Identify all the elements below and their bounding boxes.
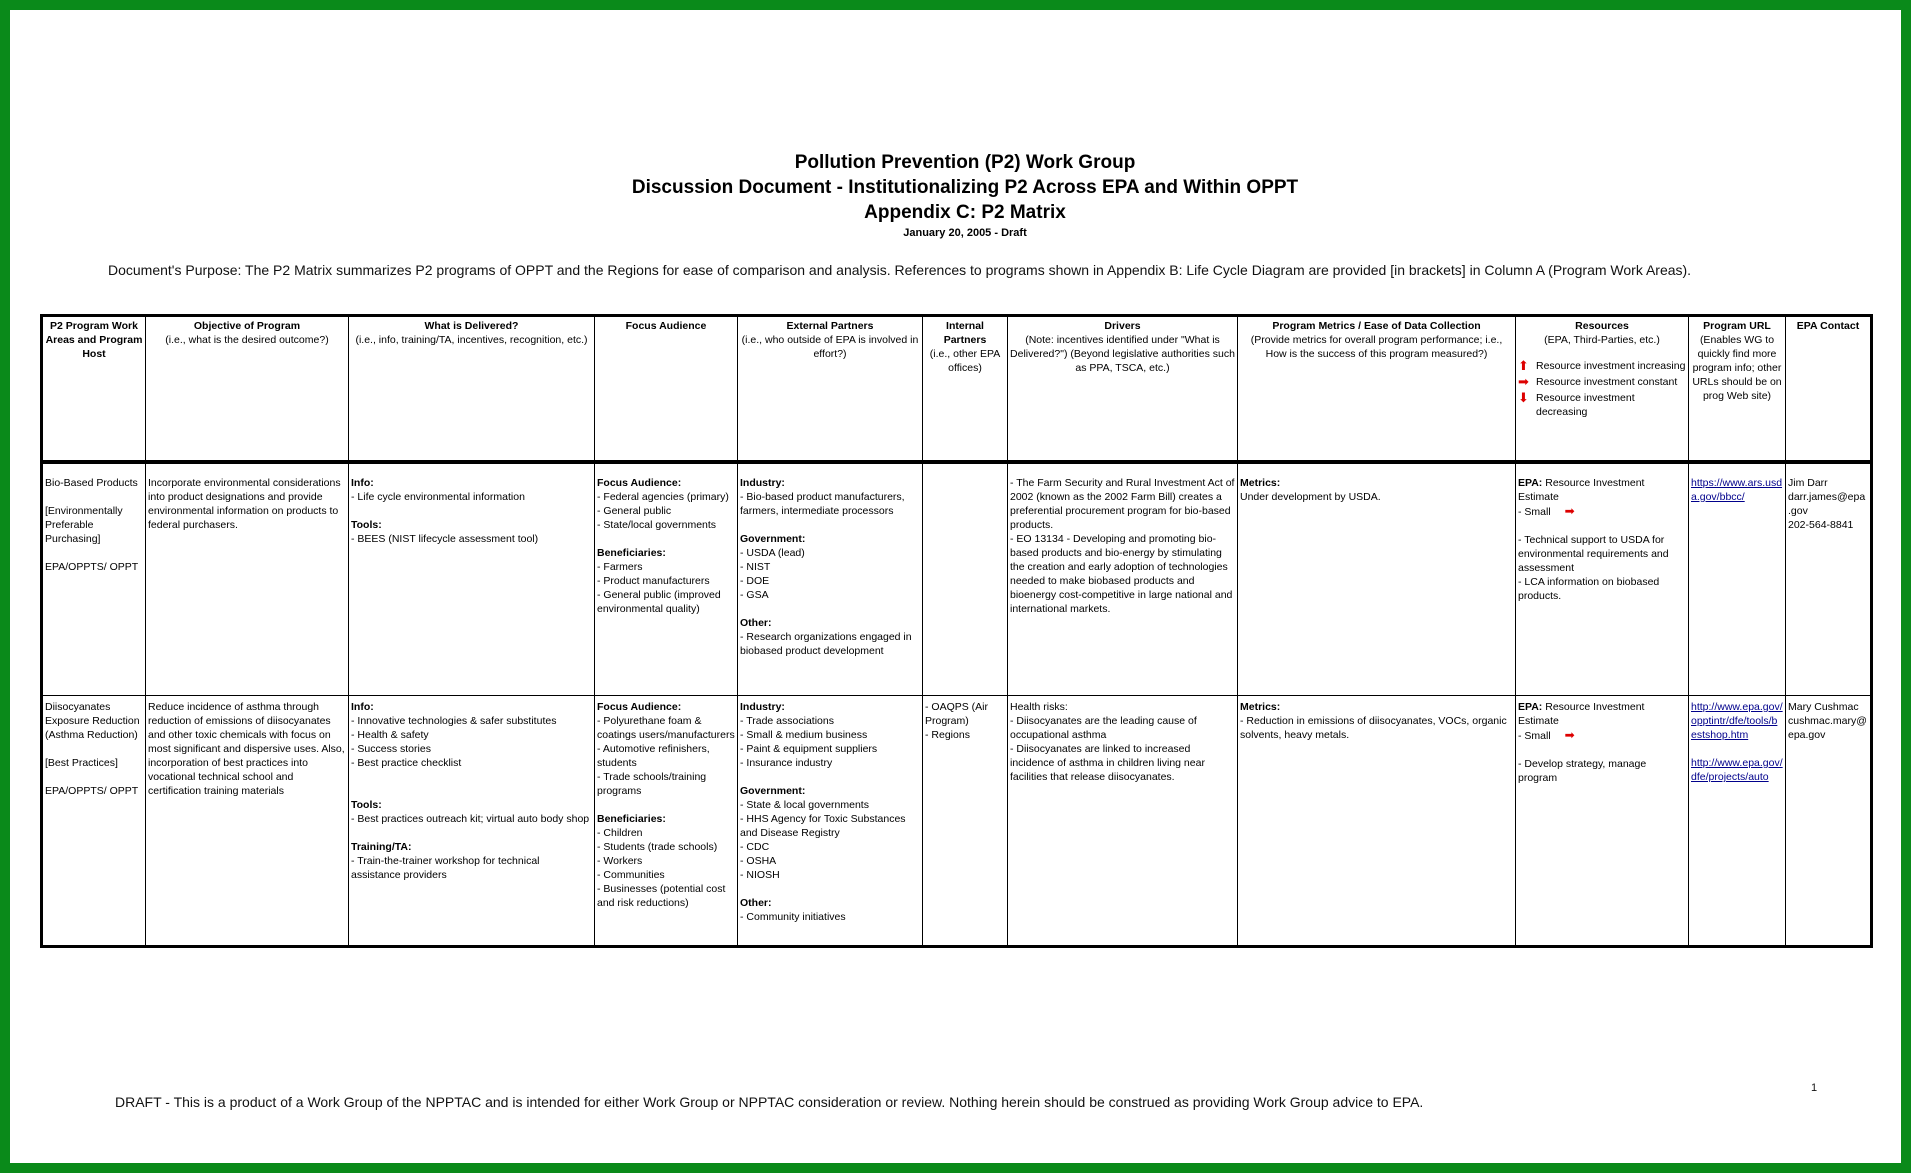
title-line-3: Appendix C: P2 Matrix <box>864 202 1066 223</box>
cell-what-delivered: Info: - Life cycle environmental information Tools: - BEES (NIST lifecycle assessment tool) <box>349 470 595 696</box>
program-url-link[interactable]: http://www.epa.gov/dfe/projects/auto <box>1691 757 1783 783</box>
document-date: January 20, 2005 - Draft <box>903 227 1027 239</box>
header-spacer <box>42 462 1872 470</box>
header-resources: Resources (EPA, Third-Parties, etc.) ⬆ Resource investment increasing ➡ Resource investment constant ⬇ Resource investment decreasing <box>1516 316 1689 463</box>
document-purpose: Document's Purpose: The P2 Matrix summarizes P2 programs of OPPT and the Regions for ease of comparison and analysis. References to programs shown in Appendix B: Life Cycle Diagram are provided [in brackets] in Column A (Program Work Areas). <box>108 262 1692 278</box>
cell-resources: EPA: Resource Investment Estimate - Small ➡ - Develop strategy, manage program <box>1516 696 1689 947</box>
header-drivers: Drivers (Note: incentives identified under "What is Delivered?") (Beyond legislative authorities such as PPA, TSCA, etc.) <box>1008 316 1238 463</box>
document-page <box>10 10 1901 1163</box>
cell-objective: Incorporate environmental considerations into product designations and provide environmental information on products to federal purchasers. <box>146 470 349 696</box>
document-title-block <box>10 150 1911 241</box>
draft-footer: DRAFT - This is a product of a Work Group of the NPPTAC and is intended for either Work Group or NPPTAC consideration or review. Nothing herein should be construed as providing Work Group advice to EPA. <box>115 1094 1424 1110</box>
cell-drivers: - The Farm Security and Rural Investment Act of 2002 (known as the 2002 Farm Bill) creates a preferential procurement program for bio-based products. - EO 13134 - Developing and promoting bio-based products and bio-energy by stimulating the creation and early adoption of technologies needed to make biobased products and bioenergy cost-competitive in large national and international markets. <box>1008 470 1238 696</box>
cell-metrics: Metrics: Under development by USDA. <box>1238 470 1516 696</box>
cell-work-area: Diisocyanates Exposure Reduction (Asthma Reduction) [Best Practices] EPA/OPPTS/ OPPT <box>42 696 146 947</box>
cell-work-area: Bio-Based Products [Environmentally Preferable Purchasing] EPA/OPPTS/ OPPT <box>42 470 146 696</box>
cell-what-delivered: Info: - Innovative technologies & safer substitutes - Health & safety - Success stories - Best practice checklist Tools: - Best practices outreach kit; virtual auto body shop Training/TA: - Train-the-trainer workshop for technical assistance providers <box>349 696 595 947</box>
header-internal-partners: Internal Partners (i.e., other EPA offices) <box>923 316 1008 463</box>
table-row <box>42 696 1872 947</box>
arrow-right-icon: ➡ <box>1564 728 1575 742</box>
cell-drivers: Health risks: - Diisocyanates are the leading cause of occupational asthma - Diisocyanates are linked to increased incidence of asthma in children living near facilities that release diisocyanates. <box>1008 696 1238 947</box>
cell-objective: Reduce incidence of asthma through reduction of emissions of diisocyanates and other toxic chemicals with focus on most significant and dispersive uses. Also, incorporation of best practices into vocational technical school and certification training materials <box>146 696 349 947</box>
header-program-url: Program URL (Enables WG to quickly find more program info; other URLs should be on prog Web site) <box>1689 316 1786 463</box>
legend-constant: ➡ Resource investment constant <box>1518 374 1678 389</box>
cell-internal-partners: - OAQPS (Air Program) - Regions <box>923 696 1008 947</box>
arrow-down-icon: ⬇ <box>1518 390 1529 405</box>
arrow-right-icon: ➡ <box>1564 504 1575 518</box>
cell-epa-contact: Jim Darr darr.james@epa.gov 202-564-8841 <box>1786 470 1872 696</box>
header-external-partners: External Partners (i.e., who outside of EPA is involved in effort?) <box>738 316 923 463</box>
cell-program-url <box>1689 696 1786 947</box>
header-objective: Objective of Program (i.e., what is the desired outcome?) <box>146 316 349 463</box>
cell-resources: EPA: Resource Investment Estimate - Small ➡ - Technical support to USDA for environmental requirements and assessment - LCA information on biobased products. <box>1516 470 1689 696</box>
cell-metrics: Metrics: - Reduction in emissions of diisocyanates, VOCs, organic solvents, heavy metals. <box>1238 696 1516 947</box>
program-url-link[interactable]: http://www.epa.gov/opptintr/dfe/tools/bestshop.htm <box>1691 701 1783 741</box>
p2-matrix-table <box>40 314 1873 948</box>
cell-focus-audience: Focus Audience: - Federal agencies (primary) - General public - State/local governments Beneficiaries: - Farmers - Product manufacturers - General public (improved environmental quality) <box>595 470 738 696</box>
header-program-work-areas: P2 Program Work Areas and Program Host <box>42 316 146 463</box>
cell-focus-audience: Focus Audience: - Polyurethane foam & coatings users/manufacturers - Automotive refinishers, students - Trade schools/training programs Beneficiaries: - Children - Students (trade schools) - Workers - Communities - Businesses (potential cost and risk reductions) <box>595 696 738 947</box>
page-number: 1 <box>1811 1082 1818 1094</box>
title-line-1: Pollution Prevention (P2) Work Group <box>794 152 1136 173</box>
arrow-right-icon: ➡ <box>1518 374 1529 389</box>
cell-external-partners: Industry: - Trade associations - Small & medium business - Paint & equipment suppliers - Insurance industry Government: - State & local governments - HHS Agency for Toxic Substances and Disease Registry - CDC - OSHA - NIOSH Other: - Community initiatives <box>738 696 923 947</box>
table-row <box>42 470 1872 696</box>
program-url-link[interactable]: https://www.ars.usda.gov/bbcc/ <box>1691 477 1783 503</box>
title-line-2: Discussion Document - Institutionalizing P2 Across EPA and Within OPPT <box>631 177 1299 198</box>
legend-decreasing: ⬇ Resource investment decreasing <box>1518 390 1635 418</box>
cell-external-partners: Industry: - Bio-based product manufacturers, farmers, intermediate processors Government: - USDA (lead) - NIST - DOE - GSA Other: - Research organizations engaged in biobased product development <box>738 470 923 696</box>
header-what-delivered: What is Delivered? (i.e., info, training/TA, incentives, recognition, etc.) <box>349 316 595 463</box>
header-row <box>42 316 1872 463</box>
cell-epa-contact: Mary Cushmac cushmac.mary@epa.gov <box>1786 696 1872 947</box>
header-program-metrics: Program Metrics / Ease of Data Collection (Provide metrics for overall program performance; i.e., How is the success of this program measured?) <box>1238 316 1516 463</box>
header-focus-audience: Focus Audience <box>595 316 738 463</box>
legend-increasing: ⬆ Resource investment increasing <box>1518 358 1686 373</box>
cell-program-url <box>1689 470 1786 696</box>
header-epa-contact: EPA Contact <box>1786 316 1872 463</box>
cell-internal-partners <box>923 470 1008 696</box>
arrow-up-icon: ⬆ <box>1518 358 1529 373</box>
